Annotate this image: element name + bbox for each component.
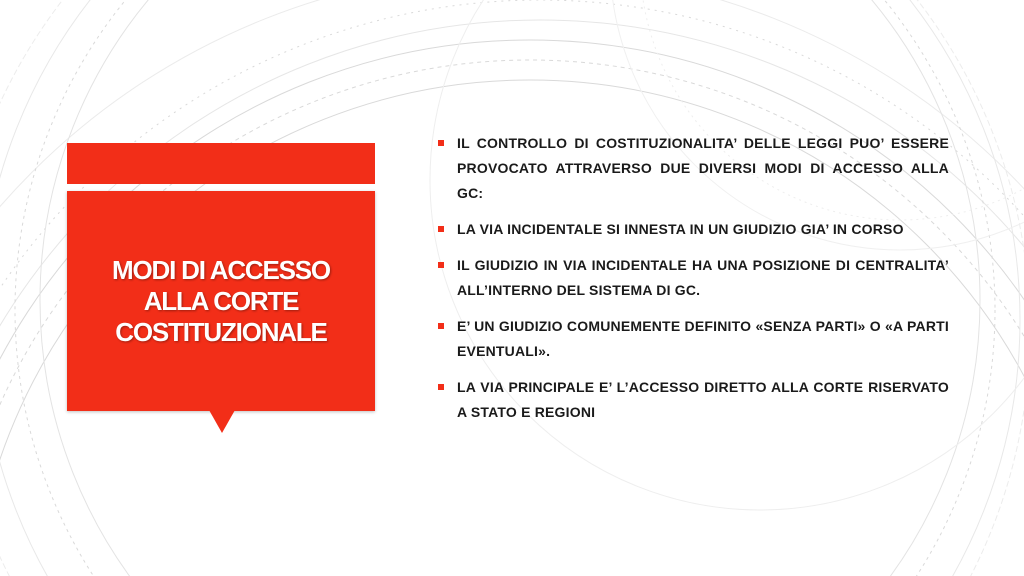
square-bullet-icon — [438, 384, 444, 390]
title-header-strip — [67, 143, 375, 184]
square-bullet-icon — [438, 262, 444, 268]
square-bullet-icon — [438, 226, 444, 232]
bullet-item — [438, 253, 949, 303]
bullet-text: LA VIA INCIDENTALE SI INNESTA IN UN GIUDIZIO GIA’ IN CORSO — [457, 221, 904, 237]
bullet-list — [438, 131, 949, 436]
title-pointer-triangle — [209, 410, 235, 433]
bullet-text: IL GIUDIZIO IN VIA INCIDENTALE HA UNA POSIZIONE DI CENTRALITA’ ALL’INTERNO DEL SISTEMA DI GC. — [457, 257, 949, 298]
bullet-item — [438, 314, 949, 364]
square-bullet-icon — [438, 140, 444, 146]
bullet-item — [438, 375, 949, 425]
bullet-text: E’ UN GIUDIZIO COMUNEMENTE DEFINITO «SENZA PARTI» O «A PARTI EVENTUALI». — [457, 318, 949, 359]
bullet-item — [438, 217, 949, 242]
bullet-text: LA VIA PRINCIPALE E’ L’ACCESSO DIRETTO ALLA CORTE RISERVATO A STATO E REGIONI — [457, 379, 949, 420]
square-bullet-icon — [438, 323, 444, 329]
slide-title: MODI DI ACCESSO ALLA CORTE COSTITUZIONALE — [112, 254, 330, 347]
bullet-item — [438, 131, 949, 206]
bullet-text: IL CONTROLLO DI COSTITUZIONALITA’ DELLE LEGGI PUO’ ESSERE PROVOCATO ATTRAVERSO DUE DIVERSI MODI DI ACCESSO ALLA GC: — [457, 135, 949, 201]
title-panel — [67, 191, 375, 411]
